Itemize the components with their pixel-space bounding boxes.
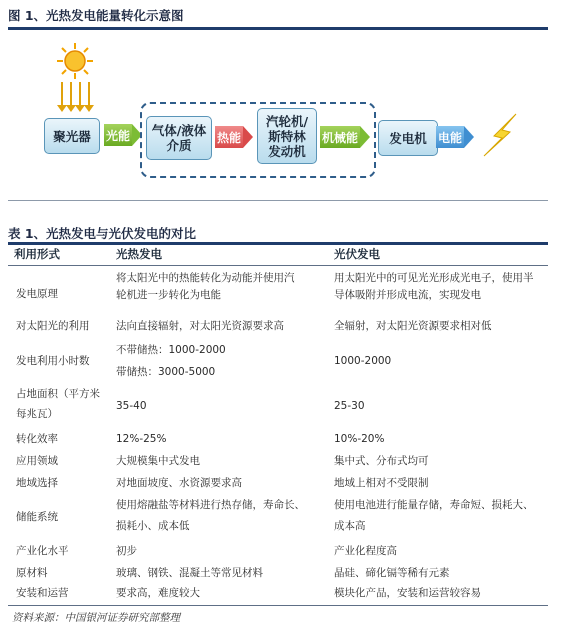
cell-line: 使用电池进行能量存储，寿命短、损耗大、 (334, 499, 534, 511)
concentrator-node (44, 118, 100, 154)
flow-light-label: 光能 (104, 124, 132, 146)
row-label: 应用领域 (16, 455, 58, 467)
source-note: 资料来源：中国银河证券研究部整理 (12, 612, 180, 624)
engine-label-line: 斯特林 (268, 128, 306, 144)
cell-line: 带储热：3000-5000 (116, 366, 216, 378)
flow-heat-label: 热能 (215, 126, 243, 148)
row-label: 原材料 (16, 567, 48, 579)
table-bottom-rule (8, 605, 548, 606)
header-thermal: 光热发电 (116, 247, 162, 261)
row-thermal-cell: 法向直接辐射，对太阳光资源要求高 (116, 320, 284, 332)
flow-electric (432, 126, 474, 148)
header-usage: 利用形式 (14, 247, 60, 261)
sunlight-arrow (70, 82, 72, 106)
concentrator-label: 聚光器 (53, 128, 91, 144)
cell-line: 不带储热：1000-2000 (116, 344, 226, 356)
row-label: 安装和运营 (16, 587, 69, 599)
row-label: 产业化水平 (16, 545, 69, 557)
medium-label-line: 介质 (166, 138, 192, 153)
row-pv-cell: 集中式、分布式均可 (334, 455, 429, 467)
row-thermal-cell: 要求高，难度较大 (116, 587, 200, 599)
flow-light (100, 124, 142, 146)
row-thermal-cell: 35-40 (116, 400, 147, 412)
medium-label-line: 气体/液体 (151, 123, 207, 138)
cell-line: 用太阳光中的可见光光形成光电子，使用半 (334, 272, 534, 284)
generator-node (378, 120, 438, 156)
row-pv-cell: 1000-2000 (334, 355, 392, 367)
figure-bottom-rule (8, 200, 548, 201)
row-thermal-cell: 对地面坡度、水资源要求高 (116, 477, 242, 489)
table-title: 表 1、光热发电与光伏发电的对比 (8, 226, 197, 241)
row-label: 发电利用小时数 (16, 355, 90, 367)
engine-node (257, 108, 317, 164)
lightning-icon (480, 112, 520, 158)
row-label: 储能系统 (16, 511, 58, 523)
flow-mechanical (316, 126, 370, 148)
flow-mechanical-label: 机械能 (320, 126, 360, 148)
engine-label-line: 发动机 (268, 143, 306, 159)
row-label: 发电原理 (16, 288, 58, 300)
table-top-rule (8, 242, 548, 245)
row-thermal-cell: 玻璃、钢铁、混凝土等常见材料 (116, 567, 263, 579)
cell-line: 占地面积（平方米 (16, 388, 100, 400)
row-thermal-cell: 12%-25% (116, 433, 167, 445)
sunlight-arrow (79, 82, 81, 106)
row-label (16, 386, 100, 423)
medium-node (146, 116, 212, 160)
sunlight-arrow (61, 82, 63, 106)
row-pv-cell: 晶硅、碲化镉等稀有元素 (334, 567, 450, 579)
header-pv: 光伏发电 (334, 247, 380, 261)
sun-icon (56, 42, 94, 80)
row-thermal-cell: 大规模集中式发电 (116, 455, 200, 467)
row-label: 地域选择 (16, 477, 58, 489)
row-pv-cell: 25-30 (334, 400, 365, 412)
row-thermal-cell (116, 497, 305, 535)
row-pv-cell: 产业化程度高 (334, 545, 397, 557)
row-pv-cell (334, 497, 534, 535)
row-pv-cell: 模块化产品，安装和运营较容易 (334, 587, 481, 599)
row-pv-cell: 10%-20% (334, 433, 385, 445)
cell-line: 导体吸附并形成电流，实现发电 (334, 289, 481, 301)
row-pv-cell (334, 270, 534, 304)
flow-electric-label: 电能 (436, 126, 464, 148)
cell-line: 每兆瓦） (16, 408, 58, 420)
cell-line: 成本高 (334, 520, 366, 532)
row-thermal-cell (116, 270, 295, 304)
row-thermal-cell: 初步 (116, 545, 137, 557)
cell-line: 损耗小、成本低 (116, 520, 190, 532)
sunlight-arrow (88, 82, 90, 106)
engine-label-line: 汽轮机/ (265, 113, 309, 129)
row-thermal-cell (116, 342, 226, 381)
row-label: 对太阳光的利用 (16, 320, 90, 332)
cell-line: 使用熔融盐等材料进行热存储，寿命长、 (116, 499, 305, 511)
cell-line: 轮机进一步转化为电能 (116, 289, 221, 301)
flow-heat (211, 126, 253, 148)
header-rule (8, 265, 548, 266)
cell-line: 将太阳光中的热能转化为动能并使用汽 (116, 272, 295, 284)
row-pv-cell: 全辐射，对太阳光资源要求相对低 (334, 320, 492, 332)
row-pv-cell: 地域上相对不受限制 (334, 477, 429, 489)
figure-top-rule (8, 27, 548, 30)
generator-label: 发电机 (389, 130, 427, 146)
figure-title: 图 1、光热发电能量转化示意图 (8, 8, 184, 23)
row-label: 转化效率 (16, 433, 58, 445)
